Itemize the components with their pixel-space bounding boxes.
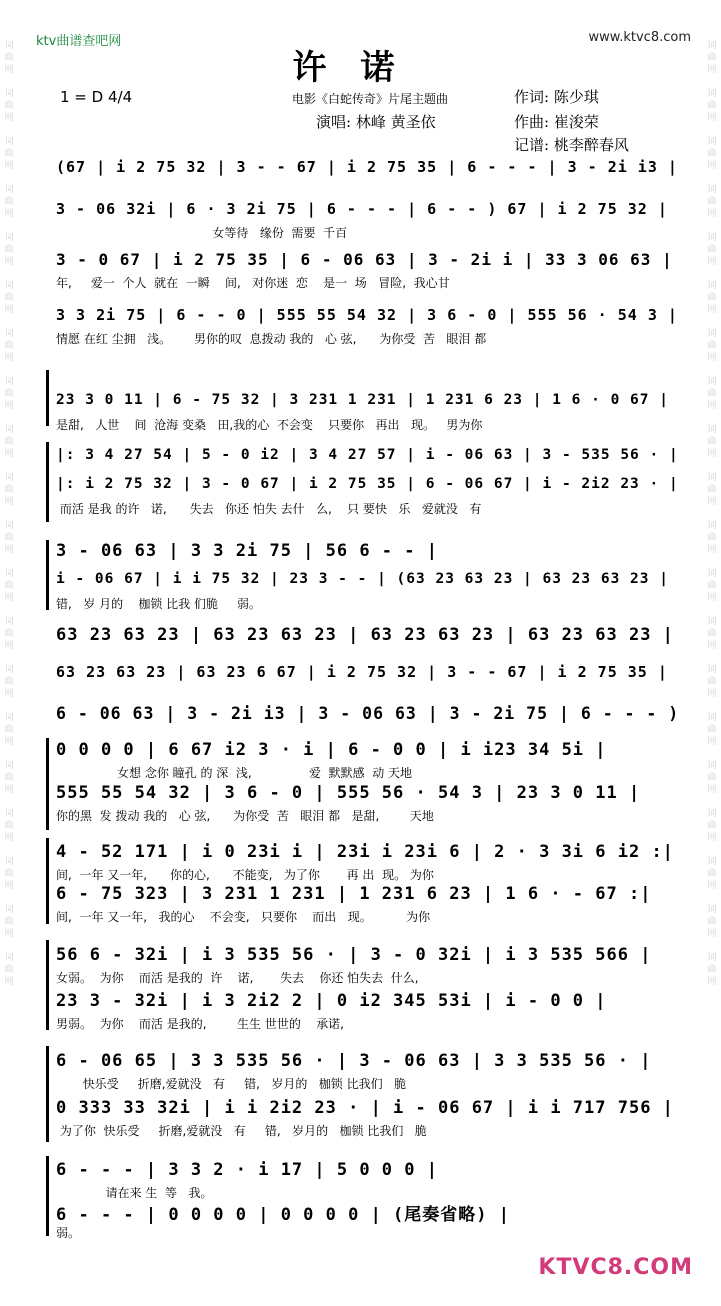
transcriber: 记谱: 桃李醉春风 [514, 136, 629, 154]
part-bracket [46, 442, 53, 522]
lyricist: 作词: 陈少琪 [514, 88, 599, 106]
lyrics-line: 女想 念你 瞳孔 的 深 浅, 爱 默默感 动 天地 [56, 766, 413, 780]
left-watermark: 词曲网 词曲网 词曲网 词曲网 词曲网 词曲网 词曲网 词曲网 词曲网 词曲网 词曲网 词曲网 词曲网 词曲网 词曲网 词曲网 词曲网 词曲网 词曲网 词曲网 [4, 41, 14, 987]
score-line [56, 158, 681, 186]
singers: 演唱: 林峰 黄圣依 [316, 113, 436, 131]
notation-text: 23 3 - 32i | i 3 2i2 2 | 0 i2 345 53i | i - 0 0 | [56, 991, 607, 1011]
notation-text: 6 - - - | 0 0 0 0 | 0 0 0 0 | (尾奏省略) | [56, 1205, 510, 1225]
part-bracket [46, 1156, 53, 1236]
lyrics-line: 是甜, 人世 间 沧海 变桑 田,我的心 不会变 只要你 再出 现。 男为你 [56, 418, 483, 432]
notation-text: 6 - - - | 3 3 2 · i 17 | 5 0 0 0 | [56, 1160, 438, 1180]
lyrics-line: 弱。 [56, 1226, 81, 1240]
notation-text: 23 3 0 11 | 6 - 75 32 | 3 231 1 231 | 1 231 6 23 | 1 6 · 0 67 | [56, 392, 669, 408]
part-bracket [46, 838, 53, 924]
lyrics-line: 而活 是我 的许 诺, 失去 你还 怕失 去什 么, 只 要快 乐 爱就没 有 [56, 502, 482, 516]
right-watermark: 词曲网 词曲网 词曲网 词曲网 词曲网 词曲网 词曲网 词曲网 词曲网 词曲网 词曲网 词曲网 词曲网 词曲网 词曲网 词曲网 词曲网 词曲网 词曲网 词曲网 [707, 41, 717, 987]
site-logo: KTVC8.COM [538, 1255, 693, 1280]
lyrics-line: 间, 一年 又一年, 我的心 不会变, 只要你 而出 现。 为你 [56, 910, 431, 924]
lyrics-line: 快乐受 折磨,爱就没 有 错, 岁月的 枷锁 比我们 脆 [56, 1077, 407, 1091]
part-bracket [46, 540, 53, 610]
lyrics-line: 男弱。 为你 而活 是我的, 生生 世世的 承诺, [56, 1017, 344, 1031]
lyrics-line: 女弱。 为你 而活 是我的 许 诺, 失去 你还 怕失去 什么, [56, 971, 419, 985]
score-line [56, 663, 681, 691]
composer: 作曲: 崔浚荣 [514, 113, 599, 131]
lyrics-line: 错, 岁 月的 枷锁 比我 们脆 弱。 [56, 597, 262, 611]
part-bracket [46, 940, 53, 1030]
notation-text: (67 | i 2 75 32 | 3 - - 67 | i 2 75 35 | 6 - - - | 3 - 2i i3 | [56, 158, 678, 176]
lyrics-line: 情愿 在红 尘拥 浅。 男你的叹 息拨动 我的 心 弦, 为你受 苦 眼泪 都 [56, 332, 487, 346]
notation-text: 56 6 - 32i | i 3 535 56 · | 3 - 0 32i | i 3 535 566 | [56, 945, 652, 965]
notation-text: 4 - 52 171 | i 0 23i i | 23i i 23i 6 | 2 · 3 3i 6 i2 :| [56, 842, 674, 862]
lyrics-line: 女等待 缘份 需要 千百 [56, 226, 348, 240]
notation-text: 63 23 63 23 | 63 23 63 23 | 63 23 63 23 | 63 23 63 23 | [56, 625, 674, 645]
lyrics-line: 为了你 快乐受 折磨,爱就没 有 错, 岁月的 枷锁 比我们 脆 [56, 1124, 427, 1138]
score-line [56, 447, 681, 475]
notation-text: 3 - 06 32i | 6 · 3 2i 75 | 6 - - - | 6 - - ) 67 | i 2 75 32 | [56, 200, 668, 218]
lyrics-line: 年, 爱一 个人 就在 一瞬 间, 对你迷 恋 是一 场 冒险, 我心甘 [56, 276, 450, 290]
notation-text: 0 333 33 32i | i i 2i2 23 · | i - 06 67 | i i 717 756 | [56, 1098, 674, 1118]
lyrics-line: 间, 一年 又一年, 你的心, 不能变, 为了你 再 出 现。 为你 [56, 868, 434, 882]
subtitle: 电影《白蛇传奇》片尾主题曲 [292, 92, 449, 106]
notation-text: i - 06 67 | i i 75 32 | 23 3 - - | (63 23 63 23 | 63 23 63 23 | [56, 571, 669, 587]
part-bracket [46, 370, 53, 426]
notation-text: 6 - 75 323 | 3 231 1 231 | 1 231 6 23 | 1 6 · - 67 :| [56, 884, 652, 904]
part-bracket [46, 1046, 53, 1142]
part-bracket [46, 738, 53, 830]
notation-text: 3 3 2i 75 | 6 - - 0 | 555 55 54 32 | 3 6 - 0 | 555 56 · 54 3 | [56, 306, 678, 324]
score-line [56, 541, 681, 569]
notation-text: 0 0 0 0 | 6 67 i2 3 · i | 6 - 0 0 | i i23 34 5i | [56, 740, 607, 760]
notation-text: |: i 2 75 32 | 3 - 0 67 | i 2 75 35 | 6 - 06 67 | i - 2i2 23 · | [56, 476, 679, 492]
lyrics-line: 请在来 生 等 我。 [56, 1186, 213, 1200]
key-signature: 1 = D 4/4 [60, 88, 133, 106]
lyrics-line: 你的黑 发 拨动 我的 心 弦, 为你受 苦 眼泪 都 是甜, 天地 [56, 809, 434, 823]
notation-text: 6 - 06 63 | 3 - 2i i3 | 3 - 06 63 | 3 - 2i 75 | 6 - - - ) [56, 704, 680, 723]
site-url-right: www.ktvc8.com [588, 30, 691, 45]
page-title: 许诺 [292, 48, 429, 88]
notation-text: |: 3 4 27 54 | 5 - 0 i2 | 3 4 27 57 | i - 06 63 | 3 - 535 56 · | [56, 447, 679, 463]
site-name-left: ktv曲谱查吧网 [36, 34, 122, 49]
notation-text: 555 55 54 32 | 3 6 - 0 | 555 56 · 54 3 | 23 3 0 11 | [56, 783, 641, 803]
score-line [56, 704, 681, 732]
notation-text: 6 - 06 65 | 3 3 535 56 · | 3 - 06 63 | 3 3 535 56 · | [56, 1051, 652, 1071]
notation-text: 3 - 0 67 | i 2 75 35 | 6 - 06 63 | 3 - 2i i | 33 3 06 63 | [56, 250, 673, 269]
notation-text: 3 - 06 63 | 3 3 2i 75 | 56 6 - - | [56, 541, 438, 561]
score-line [56, 625, 681, 653]
notation-text: 63 23 63 23 | 63 23 6 67 | i 2 75 32 | 3 - - 67 | i 2 75 35 | [56, 663, 668, 681]
